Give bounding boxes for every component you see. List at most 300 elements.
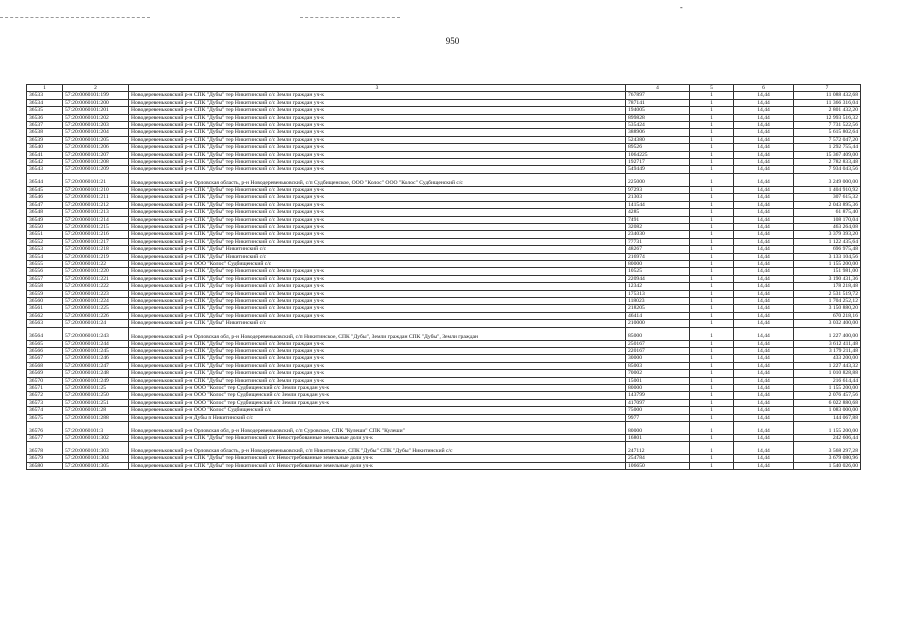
area: 16801 [626,435,690,442]
rate: 14,44 [734,407,794,414]
cadastral-value: 1 292 755,44 [794,144,861,151]
table-row [27,144,861,151]
area: 48267 [626,246,690,253]
area: 9977 [626,414,690,421]
rate: 14,44 [734,144,794,151]
address: Новодеревеньковский р-н ООО "Колос" Судбищенский с/с [129,407,626,414]
table-row [27,231,861,238]
cadastral-number: 57:20:0060101:219 [63,253,129,260]
cadastral-value: 1 404 910,92 [794,186,861,193]
rate: 14,44 [734,260,794,267]
cadastral-value: 2 043 895,36 [794,201,861,208]
table-row [27,422,861,435]
area: 767897 [626,92,690,99]
row-number: 36556 [27,268,63,275]
cadastral-value: 3 679 080,96 [794,455,861,462]
rate: 14,44 [734,435,794,442]
rate: 14,44 [734,455,794,462]
rate: 14,44 [734,231,794,238]
cadastral-value: 242 606,44 [794,435,861,442]
area: 85003 [626,362,690,369]
address [129,173,626,186]
rate: 14,44 [734,320,794,327]
area: 210000 [626,320,690,327]
count: 1 [690,186,734,193]
table-row [27,305,861,312]
cadastral-value: 15 367 409,00 [794,151,861,158]
rate: 14,44 [734,92,794,99]
count: 1 [690,122,734,129]
area: 21303 [626,194,690,201]
cadastral-value: 3 190 431,36 [794,275,861,282]
cadastral-value: 3 379 393,20 [794,231,861,238]
cadastral-value: 463 264,08 [794,223,861,230]
cadastral-value: 3 133 104,56 [794,253,861,260]
cadastral-number: 57:20:0060101:24 [63,320,129,327]
cadastral-number: 57:20:0060101:200 [63,99,129,106]
row-number: 36567 [27,355,63,362]
rate: 14,44 [734,370,794,377]
table-row [27,290,861,297]
count: 1 [690,407,734,414]
table-row [27,194,861,201]
rate: 14,44 [734,114,794,121]
address-text: Новодеревеньковский р-н Орловская обл, р-н Новодеревеньковский, с/п Суровское, СПК "Кулеши" СПК "Кулеши" [131,428,405,435]
cadastral-value: 1 083 000,00 [794,407,861,414]
cadastral-number: 57:20:0060101:222 [63,283,129,290]
cadastral-value: 3 568 297,28 [794,442,861,455]
address: Новодеревеньковский р-н СПК "Дубы" тер Никитинский с/с Земли граждан уч-к [129,209,626,216]
row-number: 36564 [27,327,63,340]
address: Новодеревеньковский р-н СПК "Дубы" тер Никитинский с/с Земли граждан уч-к [129,99,626,106]
row-number: 36571 [27,385,63,392]
cadastral-number: 57:20:0060101:199 [63,92,129,99]
table-row [27,377,861,384]
count: 1 [690,435,734,442]
cadastral-value: 1 704 252,12 [794,297,861,304]
area: 32082 [626,223,690,230]
cadastral-number: 57:20:0060101:22 [63,260,129,267]
area: 524380 [626,136,690,143]
column-header: 5 [690,85,734,92]
scan-artifact-line [300,17,400,18]
address: Новодеревеньковский р-н СПК "Дубы" тер Никитинский с/с Земли граждан уч-к [129,305,626,312]
count: 1 [690,392,734,399]
cadastral-value: 2 531 519,72 [794,290,861,297]
rate: 14,44 [734,238,794,245]
page-number: 950 [445,36,460,46]
area: 549449 [626,166,690,173]
cadastral-value: 3 150 880,20 [794,305,861,312]
cadastral-number: 57:20:0060101:208 [63,159,129,166]
count: 1 [690,462,734,469]
table-row [27,399,861,406]
column-header: 2 [63,85,129,92]
count: 1 [690,173,734,186]
row-number: 36559 [27,290,63,297]
count: 1 [690,238,734,245]
cadastral-number: 57:20:0060101:225 [63,305,129,312]
table-row [27,186,861,193]
address: Новодеревеньковский р-н ООО "Колос" Судбищенский с/с [129,260,626,267]
cadastral-number: 57:20:0060101:213 [63,209,129,216]
count: 1 [690,275,734,282]
cadastral-number: 57:20:0060101:28 [63,407,129,414]
count: 1 [690,290,734,297]
area: 118023 [626,297,690,304]
cadastral-value: 1 155 200,00 [794,385,861,392]
cadastral-number: 57:20:0060101:201 [63,107,129,114]
rate: 14,44 [734,216,794,223]
area: 388906 [626,129,690,136]
row-number: 36546 [27,194,63,201]
cadastral-value: 151 981,00 [794,268,861,275]
address-text: Новодеревеньковский р-н Орловская область, р-н Новодеревеньковский, с/п Судбищенское, ООО "Колос" ООО "Колос" Судбищенский с/с [131,179,463,186]
table-row [27,260,861,267]
row-number: 36540 [27,144,63,151]
row-number: 36569 [27,370,63,377]
cadastral-value: 7 934 043,56 [794,166,861,173]
area: 97293 [626,186,690,193]
cadastral-value: 307 615,32 [794,194,861,201]
cadastral-number: 57:20:0060101:244 [63,340,129,347]
rate: 14,44 [734,442,794,455]
count: 1 [690,209,734,216]
column-header: 4 [626,85,690,92]
row-number: 36539 [27,136,63,143]
row-number: 36566 [27,348,63,355]
row-number: 36579 [27,455,63,462]
row-number: 36574 [27,407,63,414]
row-number: 36572 [27,392,63,399]
cadastral-number: 57:20:0060101:249 [63,377,129,384]
column-header: 3 [129,85,626,92]
top-mark: - [680,3,683,12]
address: Новодеревеньковский р-н СПК "Дубы" тер Никитинский с/с Земли граждан уч-к [129,283,626,290]
cadastral-number: 57:20:0060101:25 [63,385,129,392]
table-row [27,275,861,282]
count: 1 [690,305,734,312]
table-row [27,173,861,186]
table-row [27,462,861,469]
table-row [27,209,861,216]
table-row [27,392,861,399]
area: 46414 [626,312,690,319]
area: 85000 [626,327,690,340]
rate: 14,44 [734,414,794,421]
cadastral-number: 57:20:0060101:305 [63,462,129,469]
count: 1 [690,348,734,355]
area: 220944 [626,275,690,282]
count: 1 [690,246,734,253]
address: Новодеревеньковский р-н СПК "Дубы" тер Никитинский с/с Земли граждан уч-к [129,312,626,319]
address: Новодеревеньковский р-н СПК "Дубы" тер Никитинский с/с Земли граждан уч-к [129,151,626,158]
address: Новодеревеньковский р-н СПК "Дубы" тер Никитинский с/с Земли граждан уч-к [129,122,626,129]
address: Новодеревеньковский р-н СПК "Дубы" тер Никитинский с/с Земли граждан уч-к [129,216,626,223]
area: 7491 [626,216,690,223]
area: 89526 [626,144,690,151]
cadastral-number: 57:20:0060101:250 [63,392,129,399]
area: 4285 [626,209,690,216]
count: 1 [690,223,734,230]
area: 899828 [626,114,690,121]
cadastral-number: 57:20:0060101:202 [63,114,129,121]
cadastral-number: 57:20:0060101:226 [63,312,129,319]
count: 1 [690,362,734,369]
row-number: 36573 [27,399,63,406]
row-number: 36543 [27,166,63,173]
address: Новодеревеньковский р-н СПК "Дубы" Никитинский с/с [129,320,626,327]
rate: 14,44 [734,246,794,253]
address: Новодеревеньковский р-н Дубы п Никитинский с/с [129,414,626,421]
rate: 14,44 [734,173,794,186]
area: 535424 [626,122,690,129]
rate: 14,44 [734,107,794,114]
count: 1 [690,340,734,347]
count: 1 [690,370,734,377]
address: Новодеревеньковский р-н СПК "Дубы" тер Никитинский с/с Земли граждан уч-к [129,238,626,245]
area: 106650 [626,462,690,469]
count: 1 [690,283,734,290]
row-number: 36533 [27,92,63,99]
table-row [27,283,861,290]
cadastral-number: 57:20:0060101:243 [63,327,129,340]
cadastral-value: 12 993 516,32 [794,114,861,121]
row-number: 36552 [27,238,63,245]
count: 1 [690,312,734,319]
area: 80000 [626,422,690,435]
area: 787141 [626,99,690,106]
cadastral-number: 57:20:0060101:215 [63,223,129,230]
address: Новодеревеньковский р-н СПК "Дубы" тер Никитинский с/с Земли граждан уч-к [129,159,626,166]
address: Новодеревеньковский р-н ООО "Колос" тер Судбищенский с/с Земли граждан уч-к [129,385,626,392]
address: Новодеревеньковский р-н СПК "Дубы" тер Никитинский с/с Невостребованные земельные доли уч-к [129,462,626,469]
row-number: 36541 [27,151,63,158]
row-number: 36555 [27,260,63,267]
address [129,442,626,455]
count: 1 [690,355,734,362]
cadastral-number: 57:20:0060101:302 [63,435,129,442]
table-row [27,122,861,129]
table-row [27,246,861,253]
cadastral-value: 216 614,44 [794,377,861,384]
address: Новодеревеньковский р-н СПК "Дубы" тер Никитинский с/с Земли граждан уч-к [129,166,626,173]
address: Новодеревеньковский р-н СПК "Дубы" тер Никитинский с/с Земли граждан уч-к [129,370,626,377]
count: 1 [690,320,734,327]
rate: 14,44 [734,348,794,355]
area: 225000 [626,173,690,186]
area: 75000 [626,407,690,414]
count: 1 [690,129,734,136]
row-number: 36547 [27,201,63,208]
address [129,327,626,340]
address: Новодеревеньковский р-н СПК "Дубы" тер Никитинский с/с Земли граждан уч-к [129,92,626,99]
rate: 14,44 [734,312,794,319]
address: Новодеревеньковский р-н СПК "Дубы" тер Никитинский с/с Земли граждан уч-к [129,107,626,114]
table-row [27,362,861,369]
address: Новодеревеньковский р-н СПК "Дубы" тер Никитинский с/с Земли граждан уч-к [129,348,626,355]
table-row [27,151,861,158]
land-registry-table [26,84,861,470]
rate: 14,44 [734,283,794,290]
cadastral-number: 57:20:0060101:212 [63,201,129,208]
address: Новодеревеньковский р-н СПК "Дубы" тер Никитинский с/с Земли граждан уч-к [129,362,626,369]
rate: 14,44 [734,275,794,282]
address: Новодеревеньковский р-н СПК "Дубы" тер Никитинский с/с Земли граждан уч-к [129,194,626,201]
row-number: 36548 [27,209,63,216]
address: Новодеревеньковский р-н СПК "Дубы" тер Никитинский с/с Земли граждан уч-к [129,223,626,230]
area: 143799 [626,392,690,399]
area: 216974 [626,253,690,260]
cadastral-value: 1 155 200,00 [794,260,861,267]
row-number: 36557 [27,275,63,282]
address: Новодеревеньковский р-н СПК "Дубы" тер Никитинский с/с Земли граждан уч-к [129,340,626,347]
rate: 14,44 [734,253,794,260]
cadastral-number: 57:20:0060101:205 [63,136,129,143]
address-text: Новодеревеньковский р-н Орловская область, р-н Новодеревеньковский, с/п Никитинское, СПК "Дубы" СПК "Дубы" Никитинский с/с [131,448,453,455]
address: Новодеревеньковский р-н СПК "Дубы" тер Никитинский с/с Земли граждан уч-к [129,275,626,282]
count: 1 [690,151,734,158]
cadastral-value: 1 540 026,00 [794,462,861,469]
rate: 14,44 [734,99,794,106]
address: Новодеревеньковский р-н СПК "Дубы" тер Никитинский с/с Земли граждан уч-к [129,129,626,136]
count: 1 [690,216,734,223]
rate: 14,44 [734,327,794,340]
address: Новодеревеньковский р-н СПК "Дубы" Никитинский с/с [129,253,626,260]
address-text: Новодеревеньковский р-н Орловская обл, р-н Новодеревеньковский, с/п Никитинское, СПК "Дубы", Земли граждан СПК "Дубы", Земли граждан [131,333,479,340]
area: 247112 [626,442,690,455]
row-number: 36565 [27,340,63,347]
rate: 14,44 [734,422,794,435]
cadastral-value: 2 076 457,56 [794,392,861,399]
rate: 14,44 [734,377,794,384]
row-number: 36538 [27,129,63,136]
row-number: 36534 [27,99,63,106]
cadastral-value: 61 875,40 [794,209,861,216]
area: 70002 [626,370,690,377]
cadastral-value: 7 731 522,56 [794,122,861,129]
table-row [27,435,861,442]
area: 417097 [626,399,690,406]
table-body [27,92,861,470]
table-row [27,320,861,327]
cadastral-number: 57:20:0060101:223 [63,290,129,297]
cadastral-number: 57:20:0060101:251 [63,399,129,406]
row-number: 36551 [27,231,63,238]
cadastral-number: 57:20:0060101:304 [63,455,129,462]
column-header: 6 [734,85,794,92]
cadastral-value: 3 612 411,48 [794,340,861,347]
table-row [27,159,861,166]
address: Новодеревеньковский р-н ООО "Колос" тер Судбищенский с/с Земли граждан уч-к [129,399,626,406]
count: 1 [690,377,734,384]
rate: 14,44 [734,399,794,406]
cadastral-number: 57:20:0060101:21 [63,173,129,186]
cadastral-value: 2 801 432,20 [794,107,861,114]
address: Новодеревеньковский р-н СПК "Дубы" тер Никитинский с/с Земли граждан уч-к [129,186,626,193]
area: 80000 [626,260,690,267]
count: 1 [690,194,734,201]
row-number: 36576 [27,422,63,435]
rate: 14,44 [734,159,794,166]
rate: 14,44 [734,166,794,173]
cadastral-number: 57:20:0060101:224 [63,297,129,304]
rate: 14,44 [734,186,794,193]
cadastral-value: 670 218,16 [794,312,861,319]
cadastral-number: 57:20:0060101:216 [63,231,129,238]
rate: 14,44 [734,385,794,392]
count: 1 [690,159,734,166]
area: 141544 [626,201,690,208]
table-row [27,216,861,223]
rate: 14,44 [734,462,794,469]
table-row [27,92,861,99]
row-number: 36578 [27,442,63,455]
row-number: 36561 [27,305,63,312]
address: Новодеревеньковский р-н СПК "Дубы" тер Никитинский с/с Земли граждан уч-к [129,297,626,304]
area: 10525 [626,268,690,275]
address: Новодеревеньковский р-н СПК "Дубы" тер Никитинский с/с Невостребованные земельные доли уч-к [129,435,626,442]
area: 234030 [626,231,690,238]
cadastral-number: 57:20:0060101:248 [63,370,129,377]
area: 1064225 [626,151,690,158]
cadastral-number: 57:20:0060101:245 [63,348,129,355]
rate: 14,44 [734,209,794,216]
cadastral-value: 1 155 200,00 [794,422,861,435]
row-number: 36536 [27,114,63,121]
column-header: 7 [794,85,861,92]
rate: 14,44 [734,136,794,143]
row-number: 36568 [27,362,63,369]
address: Новодеревеньковский р-н СПК "Дубы" тер Никитинский с/с Земли граждан уч-к [129,144,626,151]
cadastral-value: 108 170,04 [794,216,861,223]
cadastral-value: 2 782 833,48 [794,159,861,166]
cadastral-number: 57:20:0060101:209 [63,166,129,173]
table-row [27,312,861,319]
count: 1 [690,327,734,340]
table-row [27,340,861,347]
rate: 14,44 [734,340,794,347]
count: 1 [690,399,734,406]
row-number: 36580 [27,462,63,469]
row-number: 36544 [27,173,63,186]
rate: 14,44 [734,194,794,201]
count: 1 [690,260,734,267]
row-number: 36554 [27,253,63,260]
area: 30000 [626,355,690,362]
area: 175313 [626,290,690,297]
table-row [27,253,861,260]
table-row [27,385,861,392]
cadastral-value: 144 067,88 [794,414,861,421]
rate: 14,44 [734,201,794,208]
scan-artifact-line [0,17,150,18]
cadastral-value: 433 200,00 [794,355,861,362]
table-row [27,114,861,121]
count: 1 [690,166,734,173]
rate: 14,44 [734,362,794,369]
cadastral-number: 57:20:0060101:207 [63,151,129,158]
table-row [27,414,861,421]
table-row [27,166,861,173]
cadastral-number: 57:20:0060101:3 [63,422,129,435]
rate: 14,44 [734,223,794,230]
count: 1 [690,442,734,455]
row-number: 36558 [27,283,63,290]
cadastral-value: 1 227 400,00 [794,327,861,340]
cadastral-value: 7 572 047,20 [794,136,861,143]
cadastral-number: 57:20:0060101:214 [63,216,129,223]
